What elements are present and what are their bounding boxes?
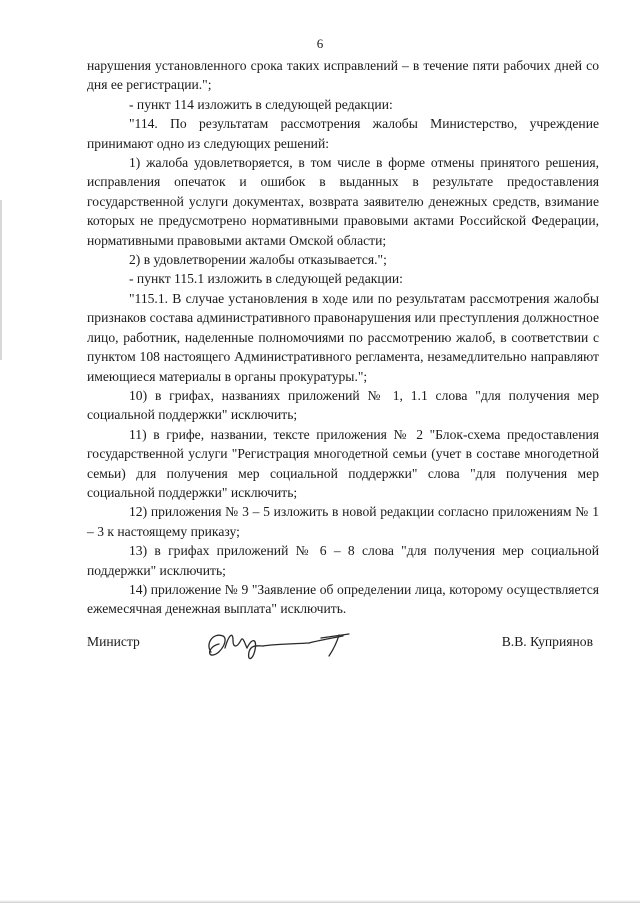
page-number: 6 — [316, 36, 324, 51]
document-body — [87, 56, 599, 619]
paragraph: "114. По результатам рассмотрения жалобы Министерство, учреждение принимают одно из следующих решений: — [87, 116, 599, 151]
paragraph: - пункт 114 изложить в следующей редакции: — [129, 96, 393, 112]
paragraph: 13) в грифах приложений № 6 – 8 слова "для получения мер социальной поддержки" исключить; — [87, 543, 599, 578]
paragraph: 11) в грифе, названии, тексте приложения № 2 "Блок-схема предоставления государственной услуги "Регистрация многодетной семьи (учет в составе многодетной семьи) для получения мер социальной поддержки" слова "для получения мер социальной поддержки" исключить; — [87, 426, 599, 500]
signatory-title: Министр — [87, 634, 140, 649]
paragraph: 2) в удовлетворении жалобы отказывается."; — [129, 252, 387, 268]
scan-bottom-edge — [0, 900, 640, 903]
paragraph: - пункт 115.1 изложить в следующей редакции: — [129, 271, 403, 287]
paragraph: "115.1. В случае установления в ходе или по результатам рассмотрения жалобы признаков состава административного правонарушения или преступления должностное лицо, работник, наделенные полномочиями по рассмотрению жалоб, в соответствии с пунктом 108 настоящего Административного регламента, незамедлительно направляют имеющиеся материалы в органы прокуратуры."; — [87, 290, 599, 384]
paragraph: 12) приложения № 3 – 5 изложить в новой редакции согласно приложениям № 1 – 3 к настоящему приказу; — [87, 504, 599, 539]
handwritten-signature — [197, 622, 377, 666]
signatory-name: В.В. Куприянов — [501, 634, 593, 649]
scan-edge-mark — [0, 200, 2, 360]
paragraph: 14) приложение № 9 "Заявление об определении лица, которому осуществляется ежемесячная денежная выплата" исключить. — [87, 581, 599, 617]
paragraph: нарушения установленного срока таких исправлений – в течение пяти рабочих дней со дня ее регистрации."; — [87, 58, 599, 93]
signature-block — [87, 622, 599, 662]
paragraph: 1) жалоба удовлетворяется, в том числе в форме отмены принятого решения, исправления опечаток и ошибок в выданных в результате предоставления государственной услуги документах, возврата заявителю денежных средств, взимание которых не предусмотрено нормативными правовыми актами Российской Федерации, нормативными правовыми актами Омской области; — [87, 155, 599, 248]
paragraph: 10) в грифах, названиях приложений № 1, 1.1 слова "для получения мер социальной поддержки" исключить; — [87, 387, 599, 423]
